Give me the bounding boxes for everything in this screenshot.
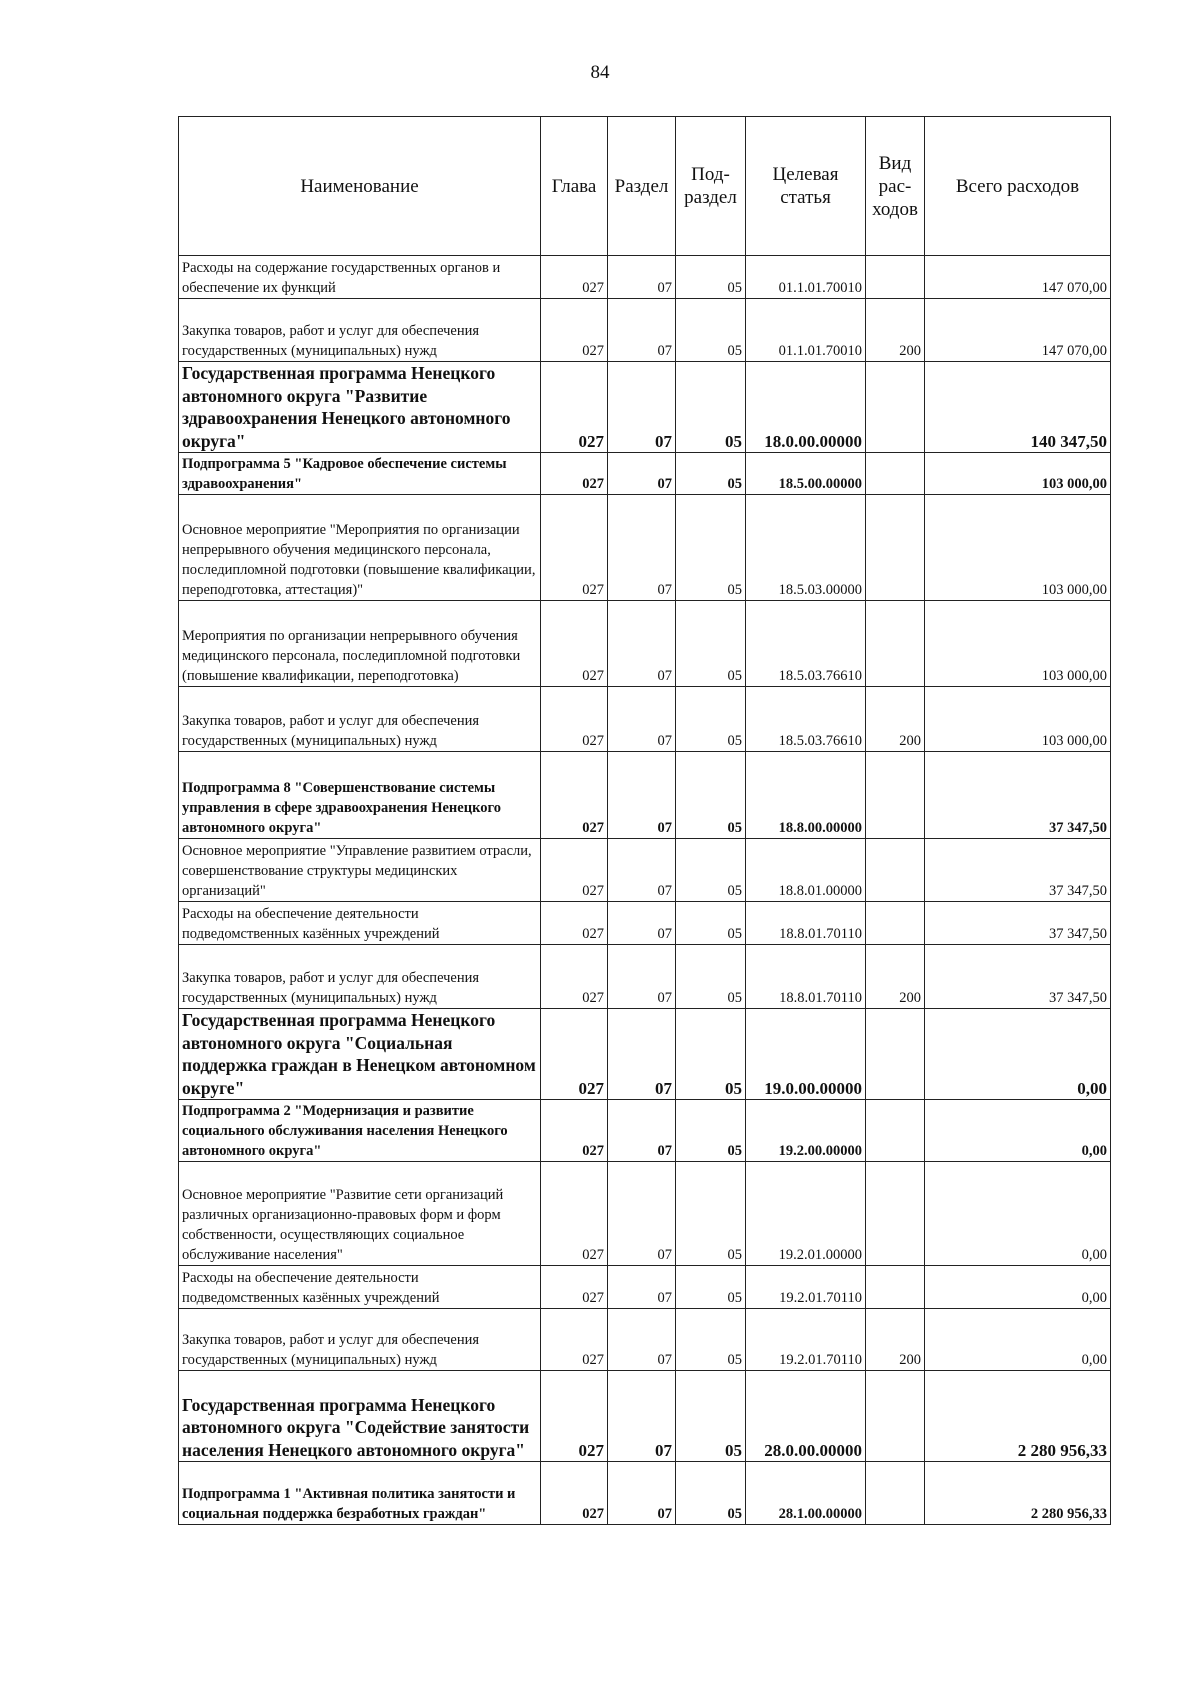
row-target: 18.8.00.00000	[746, 752, 866, 839]
row-total: 2 280 956,33	[925, 1371, 1111, 1462]
row-total: 103 000,00	[925, 687, 1111, 752]
row-name: Закупка товаров, работ и услуг для обеспечения государственных (муниципальных) нужд	[179, 945, 541, 1009]
row-target: 18.5.03.76610	[746, 601, 866, 687]
header-subsection-line-1: Под-	[691, 164, 730, 185]
row-type	[866, 256, 925, 299]
header-subsection-line-2: раздел	[684, 187, 737, 208]
row-subsection: 05	[676, 601, 746, 687]
header-section: Раздел	[608, 117, 676, 256]
budget-table	[178, 116, 1111, 1525]
header-type-line-3: ходов	[872, 198, 918, 220]
table-row	[179, 1309, 1111, 1371]
header-type	[866, 117, 925, 256]
row-type: 200	[866, 687, 925, 752]
header-type-line-2: рас-	[878, 175, 912, 197]
row-chapter: 027	[541, 1371, 608, 1462]
table-row	[179, 453, 1111, 495]
row-chapter: 027	[541, 453, 608, 495]
row-name: Мероприятия по организации непрерывного обучения медицинского персонала, последипломной подготовки (повышение квалификации, переподготовка)	[179, 601, 541, 687]
row-name: Государственная программа Ненецкого автономного округа "Развитие здравоохранения Ненецкого автономного округа"	[179, 362, 541, 453]
header-row	[179, 117, 1111, 256]
table-row	[179, 1162, 1111, 1266]
table-row	[179, 945, 1111, 1009]
row-name: Расходы на обеспечение деятельности подведомственных казённых учреждений	[179, 902, 541, 945]
row-chapter: 027	[541, 601, 608, 687]
table-row	[179, 1009, 1111, 1100]
row-total: 140 347,50	[925, 362, 1111, 453]
row-chapter: 027	[541, 1462, 608, 1525]
row-chapter: 027	[541, 687, 608, 752]
row-section: 07	[608, 1309, 676, 1371]
row-subsection: 05	[676, 839, 746, 902]
row-name: Подпрограмма 2 "Модернизация и развитие социального обслуживания населения Ненецкого автономного округа"	[179, 1100, 541, 1162]
row-type	[866, 1100, 925, 1162]
row-chapter: 027	[541, 752, 608, 839]
row-total: 103 000,00	[925, 495, 1111, 601]
row-subsection: 05	[676, 362, 746, 453]
row-type	[866, 902, 925, 945]
row-name: Подпрограмма 5 "Кадровое обеспечение системы здравоохранения"	[179, 453, 541, 495]
row-type	[866, 601, 925, 687]
row-type	[866, 1009, 925, 1100]
row-type	[866, 1462, 925, 1525]
row-target: 19.2.01.00000	[746, 1162, 866, 1266]
row-name: Основное мероприятие "Управление развитием отрасли, совершенствование структуры медицинских организаций"	[179, 839, 541, 902]
header-total: Всего расходов	[925, 117, 1111, 256]
row-total: 0,00	[925, 1309, 1111, 1371]
row-chapter: 027	[541, 495, 608, 601]
row-target: 19.0.00.00000	[746, 1009, 866, 1100]
row-total: 37 347,50	[925, 902, 1111, 945]
table-row	[179, 362, 1111, 453]
row-target: 18.0.00.00000	[746, 362, 866, 453]
row-name: Основное мероприятие "Мероприятия по организации непрерывного обучения медицинского персонала, последипломной подготовки (повышение квалификации, переподготовка, аттестация)"	[179, 495, 541, 601]
row-name: Основное мероприятие "Развитие сети организаций различных организационно-правовых форм и форм собственности, осуществляющих социальное обслуживание населения"	[179, 1162, 541, 1266]
row-subsection: 05	[676, 1009, 746, 1100]
row-target: 28.1.00.00000	[746, 1462, 866, 1525]
row-total: 37 347,50	[925, 752, 1111, 839]
row-subsection: 05	[676, 495, 746, 601]
row-section: 07	[608, 752, 676, 839]
row-total: 147 070,00	[925, 256, 1111, 299]
row-target: 01.1.01.70010	[746, 299, 866, 362]
row-section: 07	[608, 1371, 676, 1462]
row-section: 07	[608, 1100, 676, 1162]
row-type: 200	[866, 945, 925, 1009]
row-chapter: 027	[541, 256, 608, 299]
header-type-line-1: Вид	[878, 152, 912, 174]
row-chapter: 027	[541, 945, 608, 1009]
row-section: 07	[608, 1266, 676, 1309]
row-target: 18.8.01.00000	[746, 839, 866, 902]
row-type	[866, 362, 925, 453]
row-subsection: 05	[676, 256, 746, 299]
row-section: 07	[608, 495, 676, 601]
row-type	[866, 1162, 925, 1266]
row-name: Расходы на обеспечение деятельности подведомственных казённых учреждений	[179, 1266, 541, 1309]
row-target: 18.8.01.70110	[746, 945, 866, 1009]
row-subsection: 05	[676, 1371, 746, 1462]
row-name: Государственная программа Ненецкого автономного округа "Содействие занятости населения Ненецкого автономного округа"	[179, 1371, 541, 1462]
row-chapter: 027	[541, 1162, 608, 1266]
row-name: Подпрограмма 8 "Совершенствование системы управления в сфере здравоохранения Ненецкого автономного округа"	[179, 752, 541, 839]
row-type	[866, 752, 925, 839]
row-type	[866, 1266, 925, 1309]
row-name: Подпрограмма 1 "Активная политика занятости и социальная поддержка безработных граждан"	[179, 1462, 541, 1525]
row-section: 07	[608, 839, 676, 902]
row-chapter: 027	[541, 1309, 608, 1371]
row-section: 07	[608, 601, 676, 687]
row-type	[866, 495, 925, 601]
table-row	[179, 1100, 1111, 1162]
row-subsection: 05	[676, 453, 746, 495]
row-total: 103 000,00	[925, 453, 1111, 495]
row-chapter: 027	[541, 839, 608, 902]
table-row	[179, 299, 1111, 362]
row-section: 07	[608, 902, 676, 945]
table-row	[179, 752, 1111, 839]
row-target: 28.0.00.00000	[746, 1371, 866, 1462]
row-total: 147 070,00	[925, 299, 1111, 362]
header-target-line-1: Целевая	[772, 164, 839, 185]
row-chapter: 027	[541, 299, 608, 362]
row-name: Закупка товаров, работ и услуг для обеспечения государственных (муниципальных) нужд	[179, 1309, 541, 1371]
table-row	[179, 1266, 1111, 1309]
row-chapter: 027	[541, 902, 608, 945]
row-type	[866, 453, 925, 495]
row-target: 18.5.00.00000	[746, 453, 866, 495]
row-total: 0,00	[925, 1266, 1111, 1309]
row-target: 01.1.01.70010	[746, 256, 866, 299]
header-chapter: Глава	[541, 117, 608, 256]
row-target: 19.2.01.70110	[746, 1266, 866, 1309]
row-total: 0,00	[925, 1100, 1111, 1162]
row-section: 07	[608, 1162, 676, 1266]
row-type: 200	[866, 299, 925, 362]
row-subsection: 05	[676, 1462, 746, 1525]
table-row	[179, 1371, 1111, 1462]
row-name: Закупка товаров, работ и услуг для обеспечения государственных (муниципальных) нужд	[179, 299, 541, 362]
row-subsection: 05	[676, 1162, 746, 1266]
row-total: 37 347,50	[925, 945, 1111, 1009]
row-target: 18.5.03.76610	[746, 687, 866, 752]
row-subsection: 05	[676, 687, 746, 752]
row-chapter: 027	[541, 1100, 608, 1162]
row-subsection: 05	[676, 1266, 746, 1309]
row-section: 07	[608, 453, 676, 495]
table-row	[179, 256, 1111, 299]
row-section: 07	[608, 1009, 676, 1100]
table-row	[179, 601, 1111, 687]
table-row	[179, 902, 1111, 945]
row-type: 200	[866, 1309, 925, 1371]
row-target: 18.8.01.70110	[746, 902, 866, 945]
row-target: 18.5.03.00000	[746, 495, 866, 601]
row-section: 07	[608, 362, 676, 453]
row-section: 07	[608, 945, 676, 1009]
row-subsection: 05	[676, 945, 746, 1009]
row-total: 37 347,50	[925, 839, 1111, 902]
header-name: Наименование	[179, 117, 541, 256]
row-chapter: 027	[541, 1009, 608, 1100]
header-target	[746, 117, 866, 256]
table-row	[179, 495, 1111, 601]
row-total: 0,00	[925, 1162, 1111, 1266]
page-number: 84	[590, 62, 610, 83]
row-subsection: 05	[676, 1100, 746, 1162]
row-subsection: 05	[676, 752, 746, 839]
row-name: Закупка товаров, работ и услуг для обеспечения государственных (муниципальных) нужд	[179, 687, 541, 752]
row-subsection: 05	[676, 1309, 746, 1371]
row-name: Государственная программа Ненецкого автономного округа "Социальная поддержка граждан в Ненецком автономном округе"	[179, 1009, 541, 1100]
header-target-line-2: статья	[780, 187, 831, 208]
row-total: 103 000,00	[925, 601, 1111, 687]
row-section: 07	[608, 299, 676, 362]
row-section: 07	[608, 1462, 676, 1525]
row-section: 07	[608, 687, 676, 752]
row-type	[866, 839, 925, 902]
table-row	[179, 839, 1111, 902]
row-target: 19.2.00.00000	[746, 1100, 866, 1162]
row-type	[866, 1371, 925, 1462]
header-subsection	[676, 117, 746, 256]
row-chapter: 027	[541, 362, 608, 453]
row-target: 19.2.01.70110	[746, 1309, 866, 1371]
row-chapter: 027	[541, 1266, 608, 1309]
row-subsection: 05	[676, 902, 746, 945]
row-name: Расходы на содержание государственных органов и обеспечение их функций	[179, 256, 541, 299]
table-row	[179, 687, 1111, 752]
row-subsection: 05	[676, 299, 746, 362]
table-row	[179, 1462, 1111, 1525]
row-total: 2 280 956,33	[925, 1462, 1111, 1525]
row-total: 0,00	[925, 1009, 1111, 1100]
row-section: 07	[608, 256, 676, 299]
